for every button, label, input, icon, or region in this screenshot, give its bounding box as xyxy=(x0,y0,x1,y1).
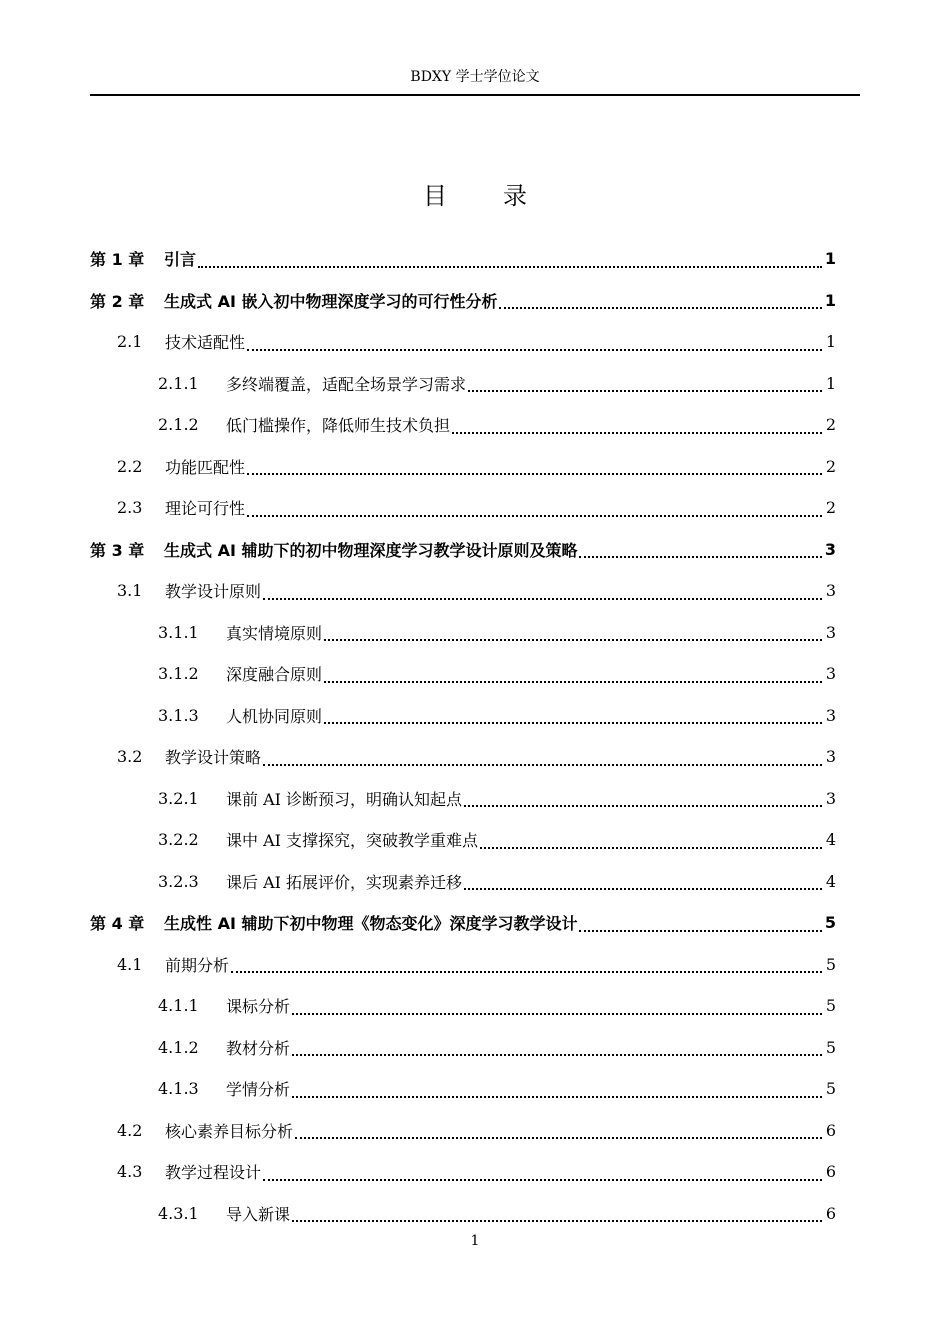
toc-entry-title: 生成性 AI 辅助下初中物理《物态变化》深度学习教学设计 xyxy=(164,914,578,934)
toc-entry-page: 2 xyxy=(825,498,836,518)
toc-entry-title: 前期分析 xyxy=(165,955,230,975)
toc-leader-dots xyxy=(292,1220,822,1222)
toc-entry-number: 4.1.3 xyxy=(158,1079,199,1099)
toc-entry-number: 3.2 xyxy=(117,747,143,767)
toc-entry-title: 深度融合原则 xyxy=(226,665,323,685)
toc-entry[interactable] xyxy=(90,653,836,695)
toc-entry-page: 6 xyxy=(825,1120,836,1140)
toc-title-right: 录 xyxy=(503,182,527,210)
toc-entry[interactable] xyxy=(90,819,836,861)
toc-entry-title: 真实情境原则 xyxy=(226,623,323,643)
toc-entry-page: 5 xyxy=(825,996,836,1016)
toc-entry-page: 3 xyxy=(825,747,836,767)
toc-leader-dots xyxy=(247,515,822,517)
toc-entry-page: 5 xyxy=(825,954,836,974)
toc-entry[interactable] xyxy=(90,487,836,529)
toc-leader-dots xyxy=(579,556,822,558)
toc-entry-page: 5 xyxy=(825,1037,836,1057)
toc-leader-dots xyxy=(292,1096,822,1098)
toc-entry-title: 多终端覆盖，适配全场景学习需求 xyxy=(226,374,467,394)
header-rule xyxy=(90,94,860,96)
toc-entry-page: 3 xyxy=(825,664,836,684)
toc-entry-number: 3.1 xyxy=(117,581,143,601)
toc-entry-title: 生成式 AI 嵌入初中物理深度学习的可行性分析 xyxy=(164,291,498,311)
toc-entry-title: 课标分析 xyxy=(226,997,291,1017)
toc-entry-number: 3.2.2 xyxy=(158,830,199,850)
toc-entry-number: 4.1.2 xyxy=(158,1037,199,1057)
toc-leader-dots xyxy=(247,473,822,475)
toc-leader-dots xyxy=(480,847,822,849)
toc-entry[interactable] xyxy=(90,1193,836,1235)
toc-entry[interactable] xyxy=(90,1027,836,1069)
toc-leader-dots xyxy=(468,390,822,392)
toc-entry-page: 1 xyxy=(825,332,836,352)
toc-entry-page: 3 xyxy=(825,581,836,601)
toc-leader-dots xyxy=(579,930,822,932)
toc-entry[interactable] xyxy=(90,695,836,737)
toc-leader-dots xyxy=(231,971,822,973)
toc-entry-title: 教学过程设计 xyxy=(165,1163,262,1183)
toc-entry-number: 2.3 xyxy=(117,498,143,518)
toc-entry-title: 低门槛操作，降低师生技术负担 xyxy=(226,416,451,436)
toc-leader-dots xyxy=(324,722,822,724)
toc-entry[interactable] xyxy=(90,363,836,405)
toc-leader-dots xyxy=(464,805,822,807)
toc-entry-title: 核心素养目标分析 xyxy=(165,1121,294,1141)
toc-entry[interactable] xyxy=(90,238,836,280)
toc-entry-title: 课后 AI 拓展评价，实现素养迁移 xyxy=(226,872,463,892)
toc-entry[interactable] xyxy=(90,1151,836,1193)
toc-entry-number: 2.2 xyxy=(117,456,143,476)
toc-entry[interactable] xyxy=(90,321,836,363)
toc-entry-number: 4.1.1 xyxy=(158,996,199,1016)
toc-entry-title: 课前 AI 诊断预习，明确认知起点 xyxy=(226,789,463,809)
toc-entry-number: 3.2.3 xyxy=(158,871,199,891)
toc-entry[interactable] xyxy=(90,944,836,986)
toc-entry-page: 5 xyxy=(825,1079,836,1099)
toc-entry-title: 引言 xyxy=(164,250,197,270)
toc-entry-number: 第 4 章 xyxy=(90,914,145,934)
toc-entry-number: 第 1 章 xyxy=(90,250,145,270)
toc-entry-title: 教学设计策略 xyxy=(165,748,262,768)
toc-leader-dots xyxy=(464,888,822,890)
toc-entry-page: 3 xyxy=(825,622,836,642)
toc-entry-page: 3 xyxy=(825,788,836,808)
toc-leader-dots xyxy=(292,1054,822,1056)
toc-entry[interactable] xyxy=(90,404,836,446)
toc-entry[interactable] xyxy=(90,861,836,903)
toc-entry-page: 1 xyxy=(825,373,836,393)
toc-entry-page: 2 xyxy=(825,415,836,435)
toc-entry-title: 技术适配性 xyxy=(165,333,246,353)
toc-entry[interactable] xyxy=(90,280,836,322)
toc-entry-page: 3 xyxy=(825,705,836,725)
toc-entry-number: 4.3 xyxy=(117,1162,143,1182)
toc-entry-page: 6 xyxy=(825,1162,836,1182)
toc-entry-number: 3.1.3 xyxy=(158,705,199,725)
toc-entry[interactable] xyxy=(90,736,836,778)
toc-entry-title: 学情分析 xyxy=(226,1080,291,1100)
toc-entry-number: 第 2 章 xyxy=(90,291,145,311)
toc-entry[interactable] xyxy=(90,446,836,488)
toc-leader-dots xyxy=(263,764,822,766)
toc-entry-number: 4.2 xyxy=(117,1120,143,1140)
toc-entry-number: 3.2.1 xyxy=(158,788,199,808)
toc-entry-number: 3.1.1 xyxy=(158,622,199,642)
toc-title xyxy=(0,176,950,211)
toc-entry[interactable] xyxy=(90,985,836,1027)
toc-entry-page: 4 xyxy=(825,871,836,891)
toc-entry[interactable] xyxy=(90,1110,836,1152)
toc-entry-title: 人机协同原则 xyxy=(226,706,323,726)
toc-entry-page: 2 xyxy=(825,456,836,476)
toc-entry[interactable] xyxy=(90,570,836,612)
toc-leader-dots xyxy=(263,598,822,600)
toc-entry-number: 4.3.1 xyxy=(158,1203,199,1223)
toc-entry-title: 生成式 AI 辅助下的初中物理深度学习教学设计原则及策略 xyxy=(164,540,578,560)
toc-entry-title: 理论可行性 xyxy=(165,499,246,519)
toc-entry-title: 教材分析 xyxy=(226,1038,291,1058)
toc-leader-dots xyxy=(324,681,822,683)
toc-entry-page: 3 xyxy=(824,539,836,559)
toc-leader-dots xyxy=(452,432,822,434)
toc-leader-dots xyxy=(247,349,822,351)
toc-entry-page: 1 xyxy=(824,249,836,269)
toc-entry-title: 教学设计原则 xyxy=(165,582,262,602)
toc-entry[interactable] xyxy=(90,529,836,571)
toc-entry-page: 1 xyxy=(824,290,836,310)
toc-entry-number: 第 3 章 xyxy=(90,540,145,560)
toc-entry-number: 3.1.2 xyxy=(158,664,199,684)
toc-entry[interactable] xyxy=(90,1068,836,1110)
toc-leader-dots xyxy=(324,639,822,641)
toc-leader-dots xyxy=(263,1179,822,1181)
toc-leader-dots xyxy=(499,307,822,309)
table-of-contents xyxy=(90,238,836,1234)
toc-entry-title: 课中 AI 支撑探究，突破教学重难点 xyxy=(226,831,479,851)
running-header: BDXY 学士学位论文 xyxy=(410,69,540,85)
toc-entry[interactable] xyxy=(90,612,836,654)
toc-leader-dots xyxy=(292,1013,822,1015)
toc-leader-dots xyxy=(198,266,822,268)
toc-entry-number: 2.1.1 xyxy=(158,373,199,393)
toc-entry-page: 5 xyxy=(824,913,836,933)
toc-entry-title: 导入新课 xyxy=(226,1204,291,1224)
toc-entry[interactable] xyxy=(90,902,836,944)
page-number: 1 xyxy=(470,1233,480,1249)
toc-entry-number: 2.1.2 xyxy=(158,415,199,435)
toc-leader-dots xyxy=(295,1137,822,1139)
toc-entry-title: 功能匹配性 xyxy=(165,457,246,477)
toc-entry-number: 2.1 xyxy=(117,332,143,352)
toc-entry-page: 6 xyxy=(825,1203,836,1223)
toc-entry-page: 4 xyxy=(825,830,836,850)
toc-title-left: 目 xyxy=(423,182,447,210)
toc-entry-number: 4.1 xyxy=(117,954,143,974)
toc-entry[interactable] xyxy=(90,778,836,820)
